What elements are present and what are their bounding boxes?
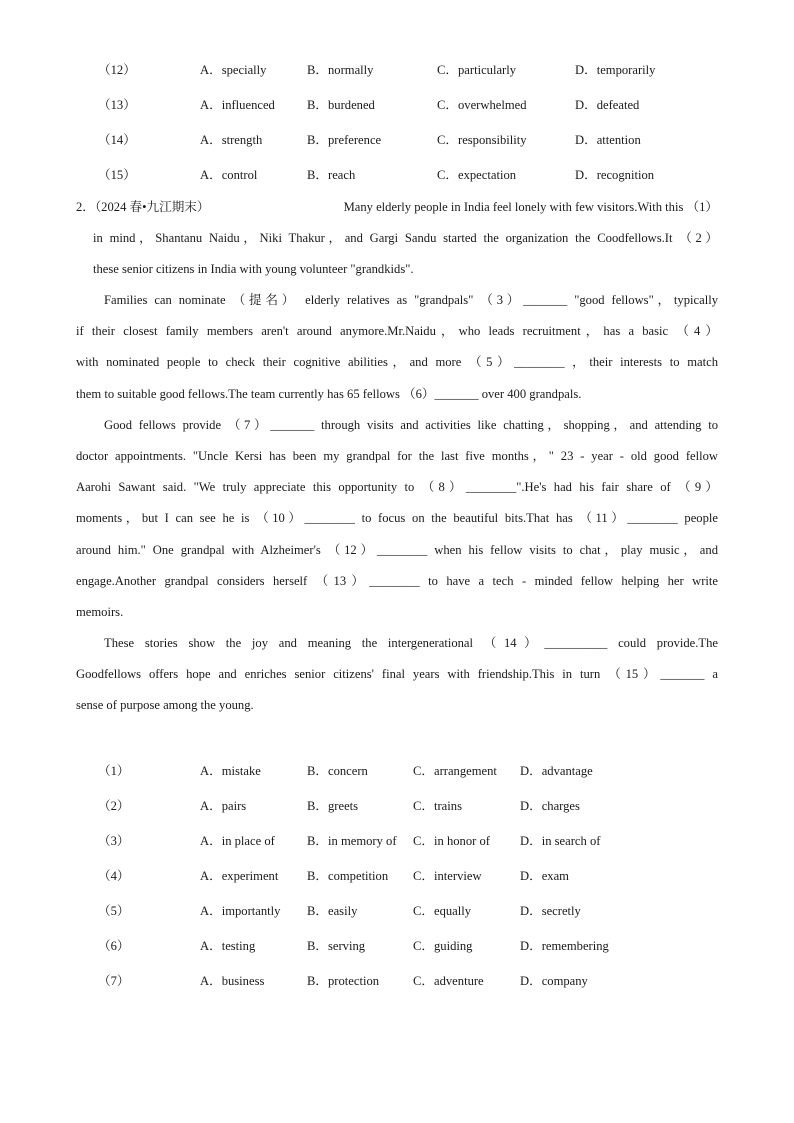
passage-line: them to suitable good fellows.The team currently has 65 fellows （6）_______ over 400 grandpals. <box>76 386 582 401</box>
option-d: D．attention <box>575 133 641 147</box>
option-d: D．charges <box>520 799 580 813</box>
option-c: C．guiding <box>413 939 473 953</box>
question-header-line <box>76 197 718 228</box>
options-table-top <box>0 61 794 201</box>
option-a: A．pairs <box>200 799 247 813</box>
option-c: C．trains <box>413 799 462 813</box>
question-number: （4） <box>98 869 130 883</box>
passage-line: doctor appointments. "Uncle Kersi has been my grandpal for the last five months，" 23 - year - old good fellow <box>76 448 718 463</box>
passage-line: These stories show the joy and meaning the intergenerational （14）__________ could provide.The <box>104 636 718 651</box>
option-c: C．particularly <box>437 63 517 77</box>
option-b: B．in memory of <box>307 834 397 848</box>
option-b: B．normally <box>307 63 374 77</box>
passage-text: in mind，Shantanu Naidu，Niki Thakur，and Gargi Sandu started the organization the Coodfellows.It （2） <box>93 231 718 245</box>
option-b: B．burdened <box>307 98 375 112</box>
option-row-4 <box>0 867 794 902</box>
option-c: C．in honor of <box>413 834 490 848</box>
question-number: （12） <box>98 63 136 77</box>
option-c: C．responsibility <box>437 133 527 147</box>
option-a: A．mistake <box>200 764 261 778</box>
option-b: B．protection <box>307 974 380 988</box>
option-a: A．experiment <box>200 869 279 883</box>
option-d: D．defeated <box>575 98 640 112</box>
option-row-6 <box>0 937 794 972</box>
passage-line: around him." One grandpal with Alzheimer's （12）________ when his fellow visits to chat，play music，and <box>76 542 718 557</box>
passage-line: moments，but I can see he is （10）________ to focus on the beautiful bits.That has （11）________ people <box>76 511 718 526</box>
passage-line: sense of purpose among the young. <box>76 698 254 713</box>
option-a: A．specially <box>200 63 267 77</box>
option-c: C．overwhelmed <box>437 98 527 112</box>
option-row-15 <box>0 166 794 201</box>
option-b: B．concern <box>307 764 368 778</box>
options-table-bottom <box>0 762 794 1007</box>
option-row-14 <box>0 131 794 166</box>
question-number: （14） <box>98 133 136 147</box>
option-d: D．company <box>520 974 588 988</box>
question-number: （13） <box>98 98 136 112</box>
passage-line: Good fellows provide （7）_______ through visits and activities like chatting，shopping，and attending to <box>104 417 718 432</box>
option-row-3 <box>0 832 794 867</box>
option-a: A．importantly <box>200 904 281 918</box>
option-row-1 <box>0 762 794 797</box>
option-d: D．exam <box>520 869 569 883</box>
option-d: D．advantage <box>520 764 593 778</box>
passage-text: these senior citizens in India with young volunteer "grandkids". <box>93 262 414 276</box>
option-d: D．secretly <box>520 904 581 918</box>
question-number: （6） <box>98 939 130 953</box>
passage-line: with nominated people to check their cognitive abilities，and more （5）________ ，their interests to match <box>76 355 718 370</box>
option-b: B．reach <box>307 168 356 182</box>
option-b: B．serving <box>307 939 366 953</box>
option-d: D．temporarily <box>575 63 656 77</box>
option-row-13 <box>0 96 794 131</box>
option-row-5 <box>0 902 794 937</box>
question-header-line <box>76 259 718 290</box>
paragraph-2 <box>76 415 718 633</box>
passage-line: Goodfellows offers hope and enriches senior citizens' final years with friendship.This in turn （15）_______ a <box>76 667 718 682</box>
passage-line: if their closest family members aren't around anymore.Mr.Naidu，who leads recruitment，has a basic （4） <box>76 324 718 339</box>
question-number: （5） <box>98 904 130 918</box>
passage-line: memoirs. <box>76 604 124 619</box>
option-b: B．greets <box>307 799 359 813</box>
option-a: A．strength <box>200 133 263 147</box>
option-c: C．equally <box>413 904 472 918</box>
option-b: B．preference <box>307 133 382 147</box>
option-b: B．easily <box>307 904 358 918</box>
option-row-2 <box>0 797 794 832</box>
option-b: B．competition <box>307 869 389 883</box>
option-c: C．expectation <box>437 168 517 182</box>
option-a: A．control <box>200 168 258 182</box>
option-a: A．testing <box>200 939 256 953</box>
question-header-line <box>76 228 718 259</box>
option-a: A．business <box>200 974 265 988</box>
option-c: C．arrangement <box>413 764 497 778</box>
question-intro-text: Many elderly people in India feel lonely with few visitors.With this （1） <box>343 200 718 214</box>
option-c: C．adventure <box>413 974 484 988</box>
cloze-passage <box>76 197 718 727</box>
question-number: （2） <box>98 799 130 813</box>
option-a: A．in place of <box>200 834 275 848</box>
option-d: D．remembering <box>520 939 609 953</box>
option-a: A．influenced <box>200 98 275 112</box>
option-d: D．recognition <box>575 168 655 182</box>
passage-line: Families can nominate （提名） elderly relatives as "grandpals" （3）_______ "good fellows"，typically <box>104 293 718 307</box>
question-number: （3） <box>98 834 130 848</box>
paragraph-1 <box>76 290 718 415</box>
passage-line: Aarohi Sawant said. "We truly appreciate this opportunity to （8）________".He's had his fair share of （9） <box>76 480 718 495</box>
question-number: （7） <box>98 974 130 988</box>
question-number: （15） <box>98 168 136 182</box>
option-row-12 <box>0 61 794 96</box>
option-c: C．interview <box>413 869 482 883</box>
option-d: D．in search of <box>520 834 601 848</box>
passage-line: engage.Another grandpal considers herself （13）________ to have a tech - minded fellow helping her write <box>76 573 718 588</box>
question-source: 2．（2024 春•九江期末） <box>76 200 210 214</box>
paragraph-3 <box>76 633 718 727</box>
option-row-7 <box>0 972 794 1007</box>
question-number: （1） <box>98 764 130 778</box>
